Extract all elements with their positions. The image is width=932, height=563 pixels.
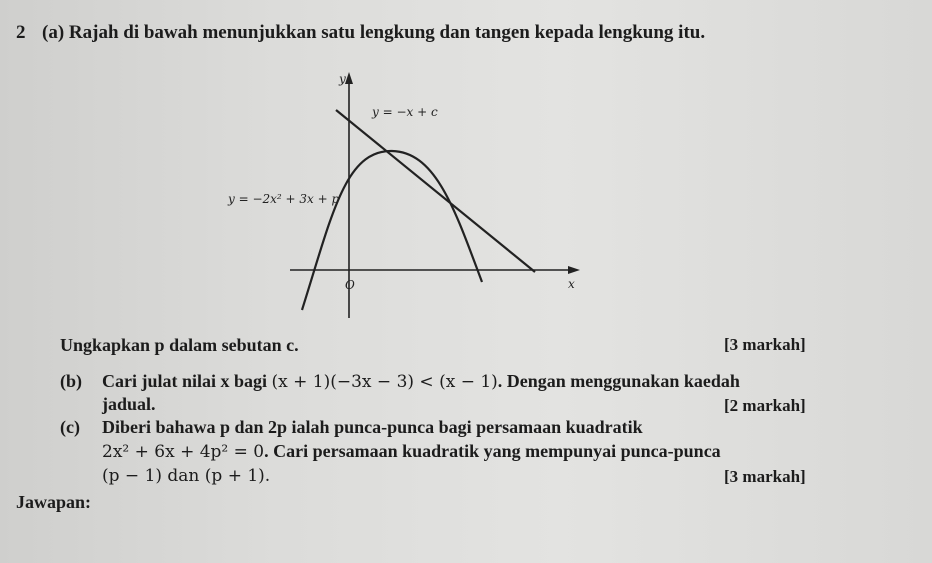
question-number: 2 [16, 22, 26, 43]
part-c-text-1: Diberi bahawa p dan 2p ialah punca-punca bagi persamaan kuadratik [102, 417, 643, 437]
parabola-curve [302, 151, 482, 310]
part-c-marks: [3 markah] [724, 467, 806, 486]
part-a-label: (a) [42, 22, 65, 43]
tangent-line [336, 110, 535, 272]
part-a-intro-text: Rajah di bawah menunjukkan satu lengkung dan tangen kepada lengkung itu. [68, 22, 706, 43]
part-c-label: (c) [60, 417, 80, 437]
part-c-equation: 2x² + 6x + 4p² = 0 [102, 442, 265, 462]
part-b-text-3: jadual. [102, 394, 156, 414]
curve-equation-label: y = −2x² + 3x + p [228, 192, 340, 206]
part-b-marks: [2 markah] [724, 396, 806, 415]
part-b-label: (b) [60, 371, 82, 391]
part-b-inequality: (x + 1)(−3x − 3) < (x − 1) [271, 372, 498, 392]
part-c-line-2 [102, 441, 721, 462]
origin-label: O [345, 278, 355, 292]
part-c-roots: (p − 1) dan (p + 1). [102, 466, 271, 486]
part-b-text-1: Cari julat nilai x bagi [102, 371, 268, 391]
part-a-task: Ungkapkan p dalam sebutan c. [60, 335, 299, 355]
answer-label: Jawapan: [16, 492, 92, 512]
x-axis-label: x [568, 277, 575, 291]
x-axis-arrow-icon [568, 266, 580, 274]
part-c-text-2: . Cari persamaan kuadratik yang mempunyai punca-punca [264, 441, 721, 461]
tangent-equation-label: y = −x + c [372, 105, 438, 119]
y-axis-arrow-icon [345, 72, 353, 84]
part-b-text-2: . Dengan menggunakan kaedah [497, 371, 740, 391]
y-axis-label: y [339, 72, 346, 86]
part-b-line-1 [102, 371, 740, 392]
part-a-marks: [3 markah] [724, 335, 806, 354]
